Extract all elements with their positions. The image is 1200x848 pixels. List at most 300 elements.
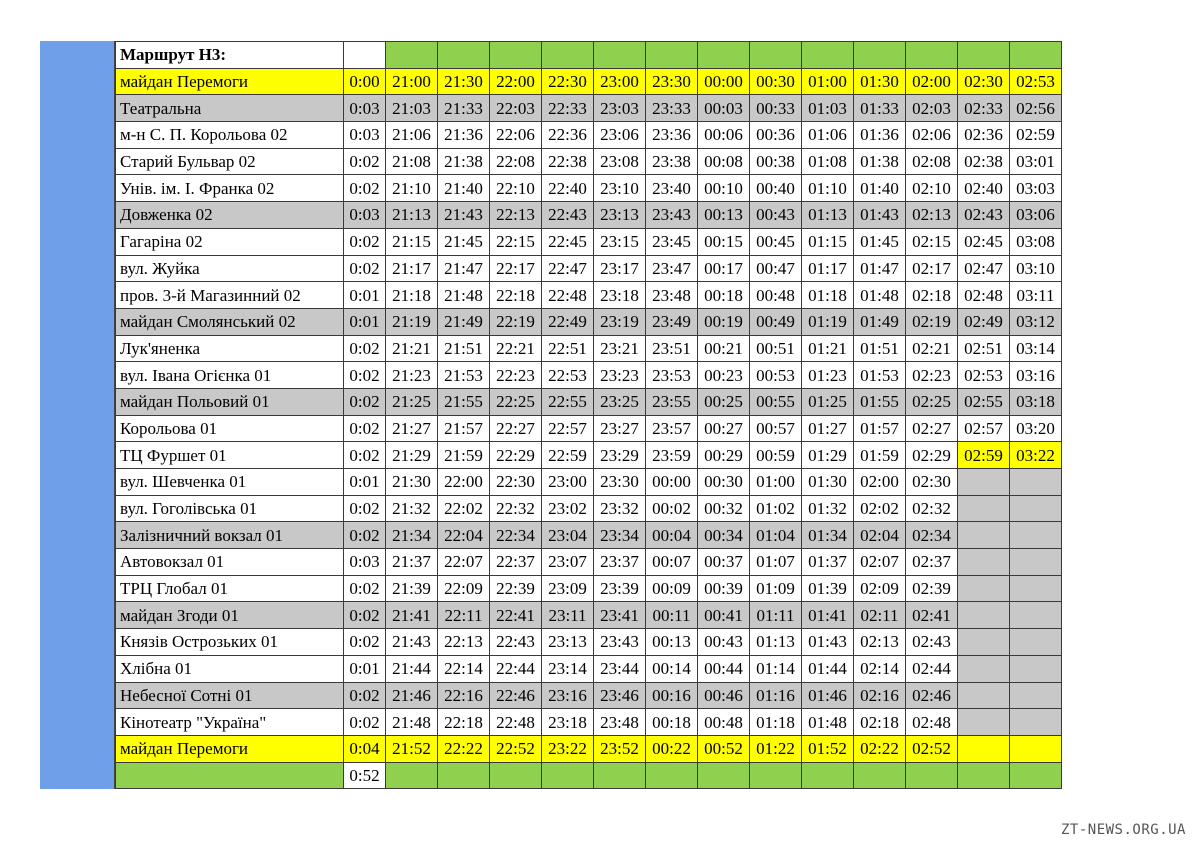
interval-cell: 0:02	[344, 575, 386, 602]
departure-time: 22:55	[542, 388, 594, 415]
footer-green-cell	[490, 762, 542, 789]
departure-time: 01:53	[854, 362, 906, 389]
departure-time: 22:00	[490, 68, 542, 95]
interval-cell: 0:02	[344, 442, 386, 469]
title-green-cell	[750, 42, 802, 69]
title-green-cell	[594, 42, 646, 69]
departure-time: 22:06	[490, 122, 542, 149]
departure-time: 21:30	[386, 469, 438, 496]
departure-time: 01:04	[750, 522, 802, 549]
stop-name: Хлібна 01	[116, 655, 344, 682]
title-green-cell	[490, 42, 542, 69]
title-interval-cell	[344, 42, 386, 69]
departure-time: 21:29	[386, 442, 438, 469]
departure-time: 01:27	[802, 415, 854, 442]
interval-cell: 0:02	[344, 522, 386, 549]
departure-time: 02:47	[958, 255, 1010, 282]
stop-name: Довженка 02	[116, 202, 344, 229]
stop-name: Залізничний вокзал 01	[116, 522, 344, 549]
departure-time: 01:25	[802, 388, 854, 415]
departure-time: 21:27	[386, 415, 438, 442]
departure-time	[958, 549, 1010, 576]
departure-time: 22:25	[490, 388, 542, 415]
departure-time: 03:14	[1010, 335, 1062, 362]
departure-time: 23:38	[646, 148, 698, 175]
stop-name: Князів Острозьких 01	[116, 629, 344, 656]
departure-time: 02:11	[854, 602, 906, 629]
departure-time: 01:43	[854, 202, 906, 229]
departure-time: 22:49	[542, 308, 594, 335]
stop-name: майдан Перемоги	[116, 735, 344, 762]
departure-time: 02:33	[958, 95, 1010, 122]
departure-time: 22:36	[542, 122, 594, 149]
departure-time: 23:33	[646, 95, 698, 122]
departure-time: 22:39	[490, 575, 542, 602]
interval-cell: 0:01	[344, 655, 386, 682]
departure-time: 00:47	[750, 255, 802, 282]
departure-time: 00:51	[750, 335, 802, 362]
departure-time: 23:18	[542, 709, 594, 736]
departure-time: 21:33	[438, 95, 490, 122]
departure-time: 22:48	[542, 282, 594, 309]
table-row	[116, 228, 1062, 255]
departure-time: 00:46	[698, 682, 750, 709]
side-blue-column	[40, 41, 115, 789]
departure-time: 21:13	[386, 202, 438, 229]
departure-time	[1010, 629, 1062, 656]
footer-green-cell	[438, 762, 490, 789]
departure-time: 00:44	[698, 655, 750, 682]
departure-time	[958, 709, 1010, 736]
departure-time: 02:17	[906, 255, 958, 282]
departure-time: 21:15	[386, 228, 438, 255]
departure-time: 02:00	[906, 68, 958, 95]
total-interval: 0:52	[344, 762, 386, 789]
departure-time: 02:09	[854, 575, 906, 602]
departure-time: 02:49	[958, 308, 1010, 335]
departure-time: 01:03	[802, 95, 854, 122]
table-row	[116, 629, 1062, 656]
departure-time: 02:48	[906, 709, 958, 736]
departure-time: 01:59	[854, 442, 906, 469]
departure-time: 02:41	[906, 602, 958, 629]
departure-time: 01:13	[802, 202, 854, 229]
departure-time: 01:00	[802, 68, 854, 95]
departure-time	[1010, 655, 1062, 682]
departure-time: 02:30	[958, 68, 1010, 95]
route-title: Маршрут Н3:	[116, 42, 344, 69]
departure-time: 01:19	[802, 308, 854, 335]
departure-time: 01:38	[854, 148, 906, 175]
departure-time	[1010, 602, 1062, 629]
departure-time: 02:30	[906, 469, 958, 496]
departure-time: 02:57	[958, 415, 1010, 442]
departure-time: 02:36	[958, 122, 1010, 149]
departure-time: 22:45	[542, 228, 594, 255]
departure-time: 03:06	[1010, 202, 1062, 229]
departure-time: 01:55	[854, 388, 906, 415]
departure-time	[1010, 735, 1062, 762]
departure-time: 02:55	[958, 388, 1010, 415]
departure-time: 21:49	[438, 308, 490, 335]
departure-time	[958, 735, 1010, 762]
departure-time: 00:27	[698, 415, 750, 442]
table-row	[116, 575, 1062, 602]
stop-name: майдан Перемоги	[116, 68, 344, 95]
departure-time: 00:13	[698, 202, 750, 229]
departure-time: 21:00	[386, 68, 438, 95]
departure-time: 22:34	[490, 522, 542, 549]
stop-name: Кінотеатр "Україна"	[116, 709, 344, 736]
departure-time: 21:46	[386, 682, 438, 709]
total-row	[116, 762, 1062, 789]
departure-time	[1010, 469, 1062, 496]
departure-time: 21:23	[386, 362, 438, 389]
stop-name: м-н С. П. Корольова 02	[116, 122, 344, 149]
interval-cell: 0:02	[344, 602, 386, 629]
departure-time: 23:02	[542, 495, 594, 522]
departure-time: 02:52	[906, 735, 958, 762]
departure-time: 23:51	[646, 335, 698, 362]
interval-cell: 0:04	[344, 735, 386, 762]
departure-time: 00:38	[750, 148, 802, 175]
title-row	[116, 42, 1062, 69]
interval-cell: 0:01	[344, 308, 386, 335]
departure-time: 01:23	[802, 362, 854, 389]
departure-time: 21:34	[386, 522, 438, 549]
departure-time: 01:52	[802, 735, 854, 762]
departure-time: 21:38	[438, 148, 490, 175]
departure-time: 02:37	[906, 549, 958, 576]
departure-time: 23:37	[594, 549, 646, 576]
departure-time: 23:53	[646, 362, 698, 389]
departure-time: 23:21	[594, 335, 646, 362]
departure-time: 00:53	[750, 362, 802, 389]
departure-time: 02:21	[906, 335, 958, 362]
stop-name: вул. Гоголівська 01	[116, 495, 344, 522]
departure-time: 00:09	[646, 575, 698, 602]
departure-time: 22:57	[542, 415, 594, 442]
departure-time: 02:51	[958, 335, 1010, 362]
departure-time: 02:18	[906, 282, 958, 309]
departure-time: 21:40	[438, 175, 490, 202]
title-green-cell	[646, 42, 698, 69]
departure-time: 01:48	[802, 709, 854, 736]
departure-time: 22:16	[438, 682, 490, 709]
interval-cell: 0:01	[344, 469, 386, 496]
departure-time: 02:56	[1010, 95, 1062, 122]
departure-time: 00:29	[698, 442, 750, 469]
stop-name: Унів. ім. І. Франка 02	[116, 175, 344, 202]
departure-time: 22:41	[490, 602, 542, 629]
departure-time: 23:59	[646, 442, 698, 469]
footer-green-cell	[906, 762, 958, 789]
table-row	[116, 68, 1062, 95]
departure-time: 00:02	[646, 495, 698, 522]
departure-time	[958, 682, 1010, 709]
footer-green-cell	[802, 762, 854, 789]
departure-time: 21:30	[438, 68, 490, 95]
departure-time: 01:49	[854, 308, 906, 335]
departure-time: 23:18	[594, 282, 646, 309]
table-row	[116, 522, 1062, 549]
departure-time: 02:07	[854, 549, 906, 576]
departure-time: 22:43	[542, 202, 594, 229]
departure-time: 00:11	[646, 602, 698, 629]
departure-time: 23:16	[542, 682, 594, 709]
table-row	[116, 709, 1062, 736]
departure-time: 02:59	[1010, 122, 1062, 149]
departure-time: 21:21	[386, 335, 438, 362]
title-green-cell	[542, 42, 594, 69]
departure-time: 23:55	[646, 388, 698, 415]
departure-time: 22:30	[490, 469, 542, 496]
title-green-cell	[438, 42, 490, 69]
departure-time: 00:43	[750, 202, 802, 229]
departure-time: 00:40	[750, 175, 802, 202]
departure-time: 23:41	[594, 602, 646, 629]
departure-time: 00:14	[646, 655, 698, 682]
interval-cell: 0:02	[344, 255, 386, 282]
interval-cell: 0:02	[344, 495, 386, 522]
departure-time: 00:37	[698, 549, 750, 576]
departure-time: 01:32	[802, 495, 854, 522]
departure-time: 22:18	[438, 709, 490, 736]
departure-time: 00:52	[698, 735, 750, 762]
departure-time: 22:10	[490, 175, 542, 202]
departure-time: 03:12	[1010, 308, 1062, 335]
departure-time: 01:44	[802, 655, 854, 682]
interval-cell: 0:02	[344, 362, 386, 389]
departure-time: 21:43	[438, 202, 490, 229]
departure-time: 22:17	[490, 255, 542, 282]
title-green-cell	[854, 42, 906, 69]
departure-time: 01:34	[802, 522, 854, 549]
departure-time: 22:53	[542, 362, 594, 389]
footer-green-cell	[958, 762, 1010, 789]
departure-time: 00:45	[750, 228, 802, 255]
departure-time: 21:10	[386, 175, 438, 202]
departure-time: 23:03	[594, 95, 646, 122]
departure-time: 22:30	[542, 68, 594, 95]
table-row	[116, 655, 1062, 682]
departure-time: 21:32	[386, 495, 438, 522]
departure-time: 02:10	[906, 175, 958, 202]
stop-name: Старий Бульвар 02	[116, 148, 344, 175]
departure-time: 00:33	[750, 95, 802, 122]
table-row	[116, 388, 1062, 415]
departure-time: 02:48	[958, 282, 1010, 309]
departure-time: 01:21	[802, 335, 854, 362]
departure-time: 01:02	[750, 495, 802, 522]
departure-time: 02:19	[906, 308, 958, 335]
departure-time: 03:22	[1010, 442, 1062, 469]
departure-time: 00:18	[646, 709, 698, 736]
table-row	[116, 602, 1062, 629]
departure-time: 23:09	[542, 575, 594, 602]
departure-time	[1010, 682, 1062, 709]
departure-time: 21:48	[386, 709, 438, 736]
departure-time: 02:59	[958, 442, 1010, 469]
departure-time: 23:39	[594, 575, 646, 602]
departure-time: 02:16	[854, 682, 906, 709]
stop-name: вул. Жуйка	[116, 255, 344, 282]
table-row	[116, 335, 1062, 362]
departure-time	[958, 655, 1010, 682]
departure-time: 23:23	[594, 362, 646, 389]
departure-time: 23:15	[594, 228, 646, 255]
departure-time	[1010, 522, 1062, 549]
departure-time: 22:08	[490, 148, 542, 175]
departure-time: 21:59	[438, 442, 490, 469]
departure-time: 00:23	[698, 362, 750, 389]
departure-time: 02:34	[906, 522, 958, 549]
departure-time: 23:40	[646, 175, 698, 202]
table-row	[116, 175, 1062, 202]
departure-time: 22:29	[490, 442, 542, 469]
departure-time: 03:08	[1010, 228, 1062, 255]
stop-name: Гагаріна 02	[116, 228, 344, 255]
stop-name: пров. 3-й Магазинний 02	[116, 282, 344, 309]
title-green-cell	[698, 42, 750, 69]
departure-time: 00:25	[698, 388, 750, 415]
departure-time: 01:33	[854, 95, 906, 122]
stop-name: майдан Польовий 01	[116, 388, 344, 415]
departure-time: 00:30	[750, 68, 802, 95]
departure-time: 01:07	[750, 549, 802, 576]
departure-time: 22:47	[542, 255, 594, 282]
departure-time: 23:30	[594, 469, 646, 496]
departure-time: 22:00	[438, 469, 490, 496]
departure-time: 23:22	[542, 735, 594, 762]
departure-time: 21:43	[386, 629, 438, 656]
departure-time: 23:32	[594, 495, 646, 522]
departure-time: 01:10	[802, 175, 854, 202]
departure-time: 23:11	[542, 602, 594, 629]
stop-name: Театральна	[116, 95, 344, 122]
stop-name: ТЦ Фуршет 01	[116, 442, 344, 469]
departure-time: 21:17	[386, 255, 438, 282]
departure-time: 01:00	[750, 469, 802, 496]
title-green-cell	[1010, 42, 1062, 69]
departure-time: 02:13	[854, 629, 906, 656]
departure-time: 00:16	[646, 682, 698, 709]
departure-time: 01:17	[802, 255, 854, 282]
departure-time	[958, 495, 1010, 522]
departure-time: 23:45	[646, 228, 698, 255]
departure-time: 02:53	[1010, 68, 1062, 95]
departure-time: 22:04	[438, 522, 490, 549]
departure-time: 00:48	[698, 709, 750, 736]
departure-time: 22:52	[490, 735, 542, 762]
departure-time: 00:36	[750, 122, 802, 149]
interval-cell: 0:02	[344, 415, 386, 442]
footer-green-cell	[698, 762, 750, 789]
departure-time: 02:22	[854, 735, 906, 762]
departure-time: 00:22	[646, 735, 698, 762]
departure-time: 21:41	[386, 602, 438, 629]
departure-time: 01:18	[802, 282, 854, 309]
departure-time: 22:07	[438, 549, 490, 576]
departure-time: 21:37	[386, 549, 438, 576]
table-row	[116, 122, 1062, 149]
departure-time: 22:51	[542, 335, 594, 362]
departure-time: 23:13	[542, 629, 594, 656]
departure-time: 22:38	[542, 148, 594, 175]
departure-time: 00:30	[698, 469, 750, 496]
departure-time: 23:46	[594, 682, 646, 709]
departure-time: 02:39	[906, 575, 958, 602]
departure-time: 02:53	[958, 362, 1010, 389]
departure-time: 01:18	[750, 709, 802, 736]
departure-time: 03:10	[1010, 255, 1062, 282]
departure-time: 00:18	[698, 282, 750, 309]
departure-time: 00:55	[750, 388, 802, 415]
departure-time: 00:21	[698, 335, 750, 362]
departure-time: 02:25	[906, 388, 958, 415]
departure-time: 23:00	[594, 68, 646, 95]
departure-time: 21:08	[386, 148, 438, 175]
departure-time: 01:13	[750, 629, 802, 656]
footer-green-cell	[116, 762, 344, 789]
departure-time: 23:06	[594, 122, 646, 149]
departure-time: 00:43	[698, 629, 750, 656]
departure-time: 22:43	[490, 629, 542, 656]
departure-time: 01:30	[802, 469, 854, 496]
departure-time: 22:11	[438, 602, 490, 629]
table-row	[116, 362, 1062, 389]
departure-time: 02:06	[906, 122, 958, 149]
departure-time: 00:00	[698, 68, 750, 95]
departure-time: 01:11	[750, 602, 802, 629]
departure-time: 21:47	[438, 255, 490, 282]
departure-time: 22:27	[490, 415, 542, 442]
departure-time: 03:20	[1010, 415, 1062, 442]
departure-time: 21:51	[438, 335, 490, 362]
departure-time: 03:03	[1010, 175, 1062, 202]
departure-time: 02:02	[854, 495, 906, 522]
departure-time: 02:32	[906, 495, 958, 522]
interval-cell: 0:02	[344, 175, 386, 202]
departure-time: 00:34	[698, 522, 750, 549]
departure-time: 23:13	[594, 202, 646, 229]
departure-time: 22:13	[490, 202, 542, 229]
departure-time: 21:57	[438, 415, 490, 442]
departure-time: 23:10	[594, 175, 646, 202]
departure-time	[958, 575, 1010, 602]
watermark: ZT-NEWS.ORG.UA	[1060, 822, 1186, 838]
departure-time: 00:32	[698, 495, 750, 522]
departure-time: 01:30	[854, 68, 906, 95]
departure-time: 01:51	[854, 335, 906, 362]
departure-time: 02:14	[854, 655, 906, 682]
departure-time: 21:39	[386, 575, 438, 602]
departure-time: 00:57	[750, 415, 802, 442]
stop-name: майдан Згоди 01	[116, 602, 344, 629]
departure-time: 21:53	[438, 362, 490, 389]
stop-name: Корольова 01	[116, 415, 344, 442]
departure-time: 01:37	[802, 549, 854, 576]
departure-time: 21:06	[386, 122, 438, 149]
interval-cell: 0:02	[344, 388, 386, 415]
departure-time: 22:23	[490, 362, 542, 389]
departure-time: 02:00	[854, 469, 906, 496]
departure-time: 02:38	[958, 148, 1010, 175]
departure-time	[958, 629, 1010, 656]
stop-name: ТРЦ Глобал 01	[116, 575, 344, 602]
departure-time: 02:44	[906, 655, 958, 682]
departure-time	[1010, 575, 1062, 602]
